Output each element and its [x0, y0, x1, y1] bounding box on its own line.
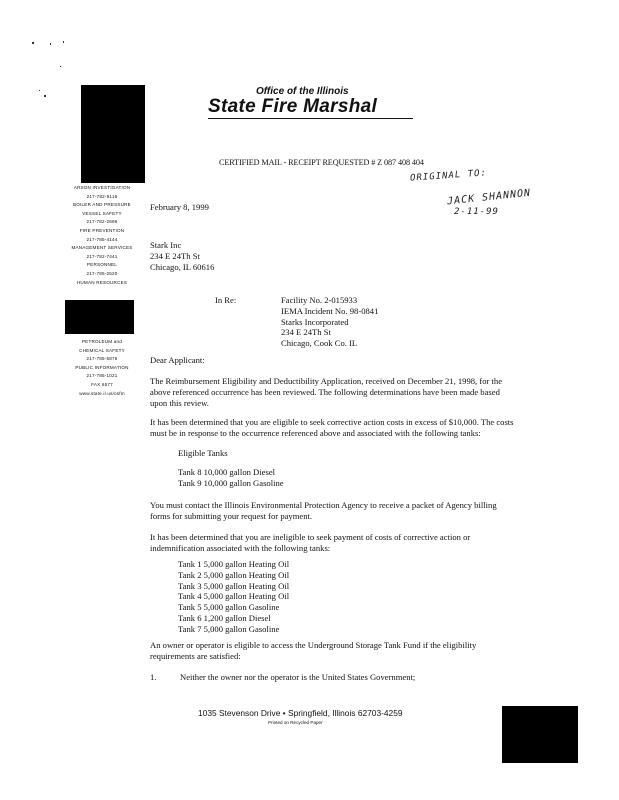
footer-recycled-note: Printed on Recycled Paper: [268, 720, 323, 725]
redacted-sidebar-block: [65, 300, 134, 334]
recipient-line: 234 E 24Th St: [150, 250, 200, 261]
sidebar-line: 217-782-7441: [86, 253, 118, 259]
sidebar-line: PUBLIC INFORMATION: [75, 364, 129, 370]
recipient-line: Stark Inc: [150, 240, 182, 250]
re-line: 234 E 24Th St: [281, 327, 331, 338]
sidebar-line: PERSONNEL: [86, 262, 118, 268]
handwritten-note-line1: ORIGINAL TO:: [409, 168, 488, 184]
sidebar-line: MANAGEMENT SERVICES: [71, 245, 133, 251]
footer-address: 1035 Stevenson Drive • Springfield, Illinois 62703-4259: [198, 708, 403, 718]
certified-mail-line: CERTIFIED MAIL - RECEIPT REQUESTED # Z 087 408 404: [219, 158, 424, 167]
list-item: Tank 9 10,000 gallon Gasoline: [178, 477, 284, 488]
sidebar-line: FAX 6577: [91, 381, 113, 387]
sidebar-line: FIRE PREVENTION: [79, 227, 125, 233]
salutation: Dear Applicant:: [150, 355, 205, 365]
list-item: Tank 2 5,000 gallon Heating Oil: [178, 569, 290, 580]
sidebar-line: HUMAN RESOURCES: [76, 279, 128, 285]
department-sidebar-lower: [48, 338, 156, 398]
office-line: Office of the Illinois: [256, 86, 349, 97]
eligible-tank-list: [178, 467, 284, 489]
letterhead-title: State Fire Marshal: [208, 96, 378, 117]
sidebar-line: www.state.il.us/osfm: [79, 390, 125, 396]
sidebar-line: 217-785-4144: [86, 236, 118, 242]
redacted-logo: [81, 85, 145, 183]
handwritten-note-line3: 2-11-99: [454, 207, 499, 217]
sidebar-line: VESSEL SAFETY: [82, 210, 122, 216]
redacted-corner-block: [502, 706, 578, 763]
paragraph-review: The Reimbursement Eligibility and Deductibility Application, received on December 21, 1998, for the above referenced occurrence has been reviewed. The following determinations have been made based upon this review.: [150, 376, 503, 408]
list-item: Tank 7 5,000 gallon Gasoline: [178, 623, 280, 634]
list-item: Tank 5 5,000 gallon Gasoline: [178, 602, 280, 613]
sidebar-line: BOILER AND PRESSURE: [73, 202, 131, 208]
re-line: IEMA Incident No. 98-0841: [281, 305, 379, 316]
recipient-line: Chicago, IL 60616: [150, 261, 215, 272]
handwritten-note-line2: JACK SHANNON: [446, 187, 532, 208]
list-item: Tank 6 1,200 gallon Diesel: [178, 612, 271, 623]
re-line: Starks Incorporated: [281, 316, 349, 327]
paragraph-eligibility-requirements: An owner or operator is eligible to access the Underground Storage Tank Fund if the eligibility requirements are satisfied:: [150, 640, 477, 661]
sidebar-line: 217-785-2520: [86, 270, 118, 276]
requirement-number: 1.: [150, 672, 157, 682]
eligible-heading: Eligible Tanks: [178, 448, 228, 458]
paragraph-contact-iepa: You must contact the Illinois Environmental Protection Agency to receive a packet of Agency billing forms for submitting your request for payment.: [150, 500, 497, 521]
re-block: [281, 295, 378, 349]
department-sidebar: [48, 184, 156, 287]
letter-date: February 8, 1999: [150, 202, 209, 212]
re-line: Facility No. 2-015933: [281, 295, 358, 305]
sidebar-line: PETROLEUM and: [81, 339, 123, 344]
list-item: Tank 1 5,000 gallon Heating Oil: [178, 559, 290, 569]
sidebar-line: 217-782-2696: [86, 219, 118, 225]
sidebar-line: CHEMICAL SAFETY: [79, 347, 125, 353]
paragraph-ineligible: It has been determined that you are ineligible to seek payment of costs of corrective action or indemnification associated with the following tanks:: [150, 532, 471, 553]
requirement-text: Neither the owner nor the operator is the United States Government;: [180, 672, 416, 682]
ineligible-tank-list: [178, 559, 289, 635]
list-item: Tank 4 5,000 gallon Heating Oil: [178, 591, 290, 602]
re-line: Chicago, Cook Co. IL: [281, 338, 358, 349]
list-item: Tank 8 10,000 gallon Diesel: [178, 467, 276, 477]
sidebar-line: 217-785-1021: [86, 373, 118, 379]
sidebar-line: 217-782-9116: [86, 193, 118, 199]
sidebar-line: 217-785-5878: [86, 356, 118, 362]
paragraph-eligible: It has been determined that you are eligible to seek corrective action costs in excess of $10,000. The costs must be in response to the occurrence referenced above and associated with the following tanks:: [150, 417, 514, 438]
letterhead-rule: [208, 118, 413, 119]
recipient-address: [150, 240, 214, 272]
re-label: In Re:: [215, 295, 237, 305]
list-item: Tank 3 5,000 gallon Heating Oil: [178, 580, 290, 591]
sidebar-line: ARSON INVESTIGATION: [73, 185, 131, 190]
